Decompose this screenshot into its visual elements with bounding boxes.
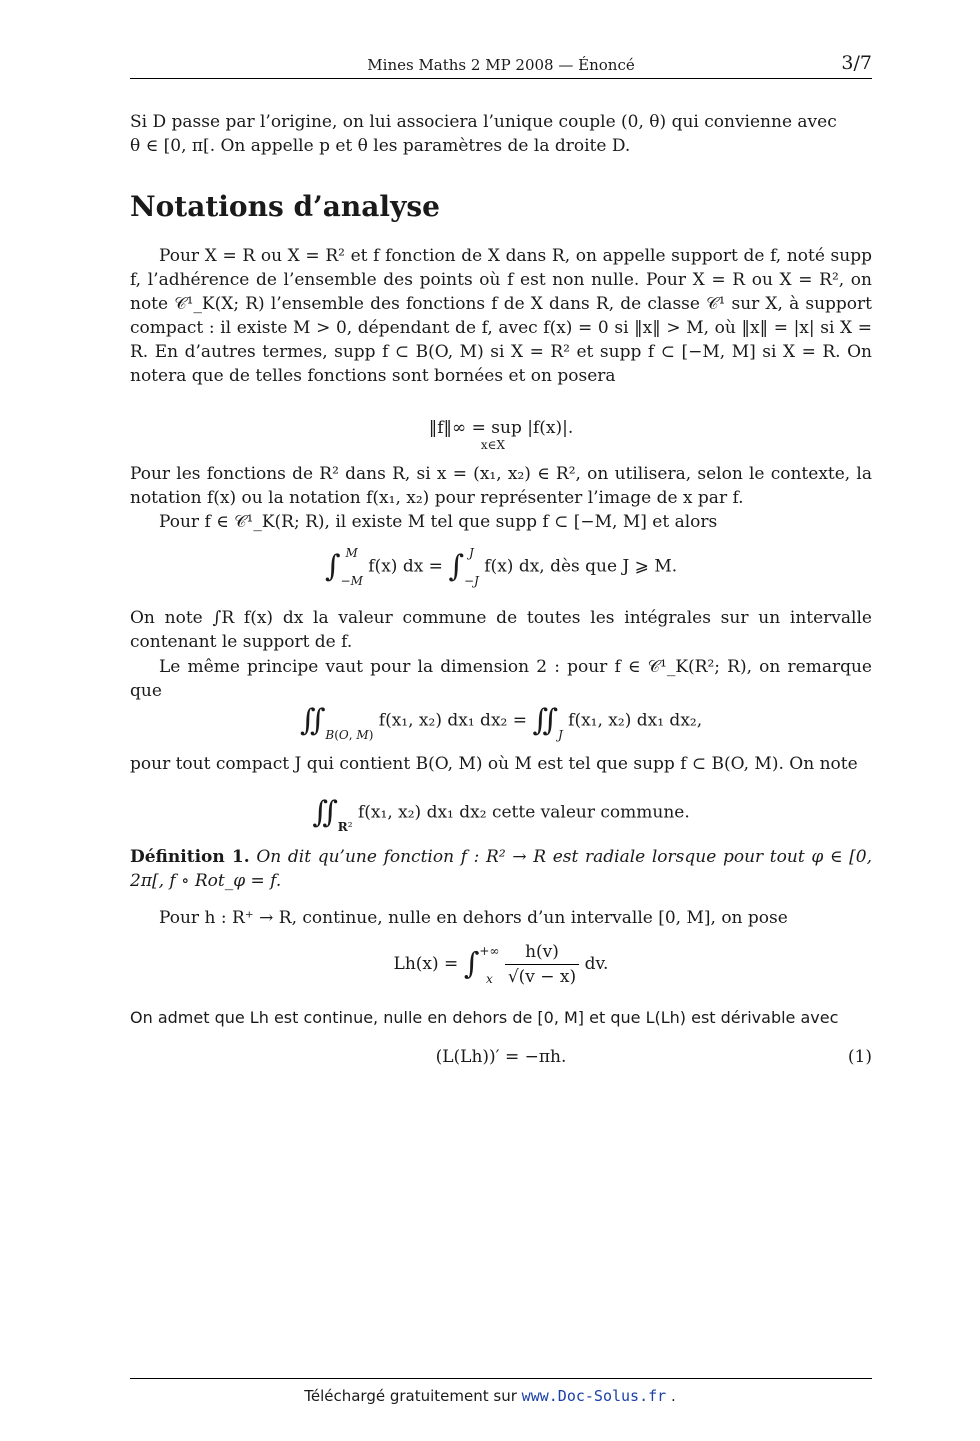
equation-derivative xyxy=(130,1045,872,1069)
sup-norm-subscript: x∈X xyxy=(480,438,506,452)
double-integral-sign-icon: ∬ xyxy=(299,703,326,738)
paragraph-compact-support: Pour f ∈ 𝒞¹_K(R; R), il existe M tel que supp f ⊂ [−M, M] et alors xyxy=(159,512,718,532)
paragraph-admission: On admet que Lh est continue, nulle en dehors de [0, M] et que L(Lh) est dérivable avec xyxy=(130,1008,839,1027)
double-integral-sign-icon: ∬ xyxy=(532,703,558,738)
lh-numerator: h(v) xyxy=(505,940,579,965)
integral-sign-icon: ∫ xyxy=(463,946,480,982)
definition-block xyxy=(130,845,872,893)
equation-integral-1d: ∫ M −M f(x) dx = ∫ J −J f(x) dx, dès que J ⩾ M. xyxy=(324,546,678,588)
page-header xyxy=(130,52,872,79)
double-integral-sign-icon: ∬ xyxy=(312,795,338,830)
equation-lh: Lh(x) = ∫+∞ x $\frac{h(v)}{√(v - x)}$ dv. xyxy=(393,942,609,987)
header-title: Mines Maths 2 MP 2008 — Énoncé xyxy=(367,56,635,74)
section-title: Notations d’analyse xyxy=(130,190,440,223)
footer-end: . xyxy=(670,1387,676,1405)
integral-1d-right: f(x) dx, dès que J ⩾ M. xyxy=(484,556,678,577)
intro-paragraph xyxy=(130,110,872,158)
integral-sign-icon: ∫ xyxy=(448,549,464,584)
lh-right: dv. xyxy=(584,954,609,974)
equation-sup-norm xyxy=(130,416,872,465)
footer-text: Téléchargé gratuitement sur xyxy=(304,1387,517,1405)
lh-fraction xyxy=(505,940,579,989)
footer-rule xyxy=(130,1378,872,1379)
intro-line-1: Si D passe par l’origine, on lui associera l’unique couple (0, θ) qui convienne avec xyxy=(130,112,837,132)
derivative-formula: (L(Lh))′ = −πh. xyxy=(435,1047,567,1067)
equation-double-integral: ∬ B(O, M) f(x₁, x₂) dx₁ dx₂ = ∬ J f(x₁, x₂) dx₁ dx₂, xyxy=(299,703,703,742)
lh-left: Lh(x) = xyxy=(393,954,459,974)
sup-norm-formula: ‖f‖∞ = sup |f(x)|. xyxy=(428,418,574,438)
footer-link[interactable]: www.Doc-Solus.fr xyxy=(521,1387,667,1405)
definition-text: On dit qu’une fonction f : R² → R est radiale lorsque pour tout φ ∈ [0, 2π[, f ∘ Rot_φ = f. xyxy=(130,847,872,891)
paragraph-dimension-2: Le même principe vaut pour la dimension 2 : pour f ∈ 𝒞¹_K(R²; R), on remarque que xyxy=(130,657,872,701)
page-footer xyxy=(0,1387,980,1405)
paragraph-support: Pour X = R ou X = R² et f fonction de X dans R, on appelle support de f, noté supp f, l’adhérence de l’ensemble des points où f est non nulle. Pour X = R ou X = R², on note 𝒞¹_K(X; R) l’ensemble des fonctions f de X dans R, de classe 𝒞¹ sur X, à support compact : il existe M > 0, dépendant de f, avec f(x) = 0 si ‖x‖ > M, où ‖x‖ = |x| si X = R. En d’autres termes, supp f ⊂ B(O, M) si X = R² et supp f ⊂ [−M, M] si X = R. On notera que de telles fonctions sont bornées et on posera xyxy=(130,246,872,386)
equation-double-integral-r2: ∬ R² f(x₁, x₂) dx₁ dx₂ cette valeur commune. xyxy=(312,795,690,834)
paragraph-common-value: On note ∫R f(x) dx la valeur commune de toutes les intégrales sur un intervalle contenant le support de f. xyxy=(130,608,872,652)
double-integral-r2-text: f(x₁, x₂) dx₁ dx₂ cette valeur commune. xyxy=(358,802,690,823)
intro-line-2: θ ∈ [0, π[. On appelle p et θ les paramètres de la droite D. xyxy=(130,136,631,156)
definition-label: Définition 1. xyxy=(130,847,250,867)
paragraph-compact-j: pour tout compact J qui contient B(O, M) où M est tel que supp f ⊂ B(O, M). On note xyxy=(130,754,858,774)
paragraph-notation-r2: Pour les fonctions de R² dans R, si x = (x₁, x₂) ∈ R², on utilisera, selon le contexte, la notation f(x) ou la notation f(x₁, x₂) pour représenter l’image de x par f. xyxy=(130,464,872,508)
paragraph-operator-l: Pour h : R⁺ → R, continue, nulle en dehors d’un intervalle [0, M], on pose xyxy=(159,908,788,928)
double-integral-left: f(x₁, x₂) dx₁ dx₂ = xyxy=(378,710,527,731)
lh-denominator: √(v − x) xyxy=(507,967,577,987)
integral-1d-left: f(x) dx = xyxy=(368,556,443,577)
equation-number: (1) xyxy=(847,1047,872,1067)
double-integral-right: f(x₁, x₂) dx₁ dx₂, xyxy=(568,710,703,731)
page-number: 3/7 xyxy=(841,52,872,74)
integral-sign-icon: ∫ xyxy=(324,549,341,584)
